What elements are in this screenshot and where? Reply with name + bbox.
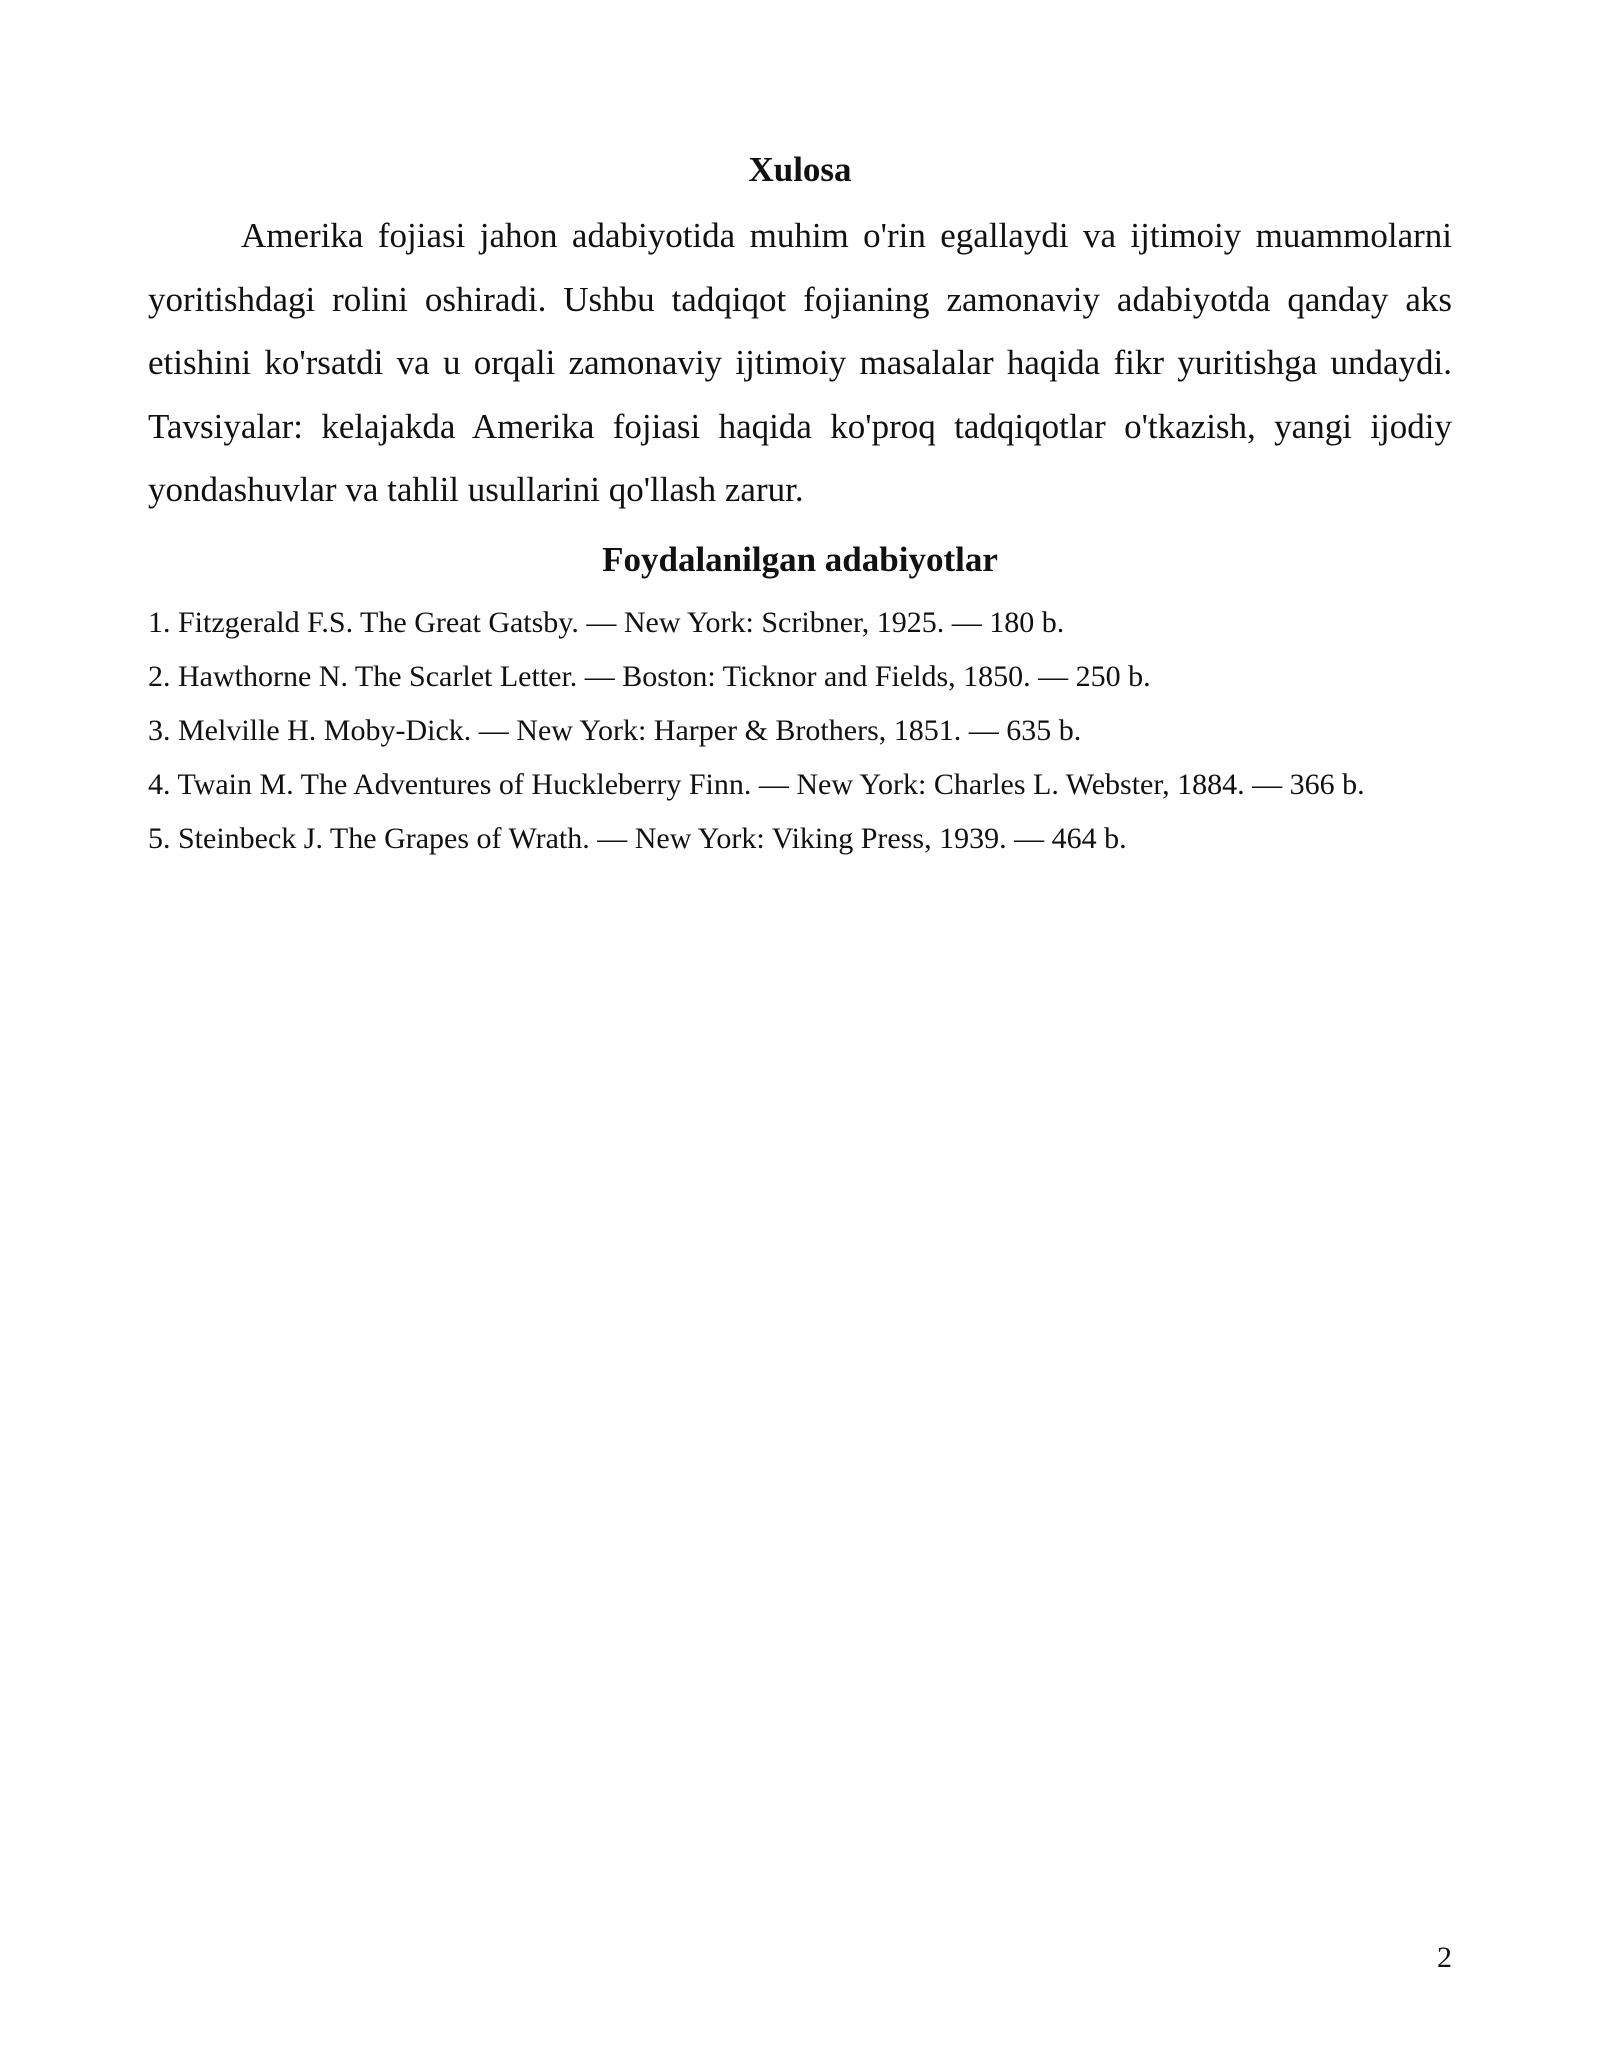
reference-item: 3. Melville H. Moby-Dick. — New York: Harper & Brothers, 1851. — 635 b. <box>148 713 1082 747</box>
reference-item: 5. Steinbeck J. The Grapes of Wrath. — New York: Viking Press, 1939. — 464 b. <box>148 821 1127 855</box>
conclusion-heading: Xulosa <box>748 150 852 189</box>
references-list <box>148 596 1452 866</box>
reference-item: 1. Fitzgerald F.S. The Great Gatsby. — New York: Scribner, 1925. — 180 b. <box>148 605 1065 639</box>
page-content <box>148 146 1452 866</box>
reference-item: 4. Twain M. The Adventures of Huckleberry Finn. — New York: Charles L. Webster, 1884. — 366 b. <box>148 767 1365 801</box>
page-number: 2 <box>1437 1941 1452 1974</box>
references-heading: Foydalanilgan adabiyotlar <box>602 539 998 579</box>
conclusion-paragraph: Amerika fojiasi jahon adabiyotida muhim o'rin egallaydi va ijtimoiy muammolarni yoritishdagi rolini oshiradi. Ushbu tadqiqot fojianing zamonaviy adabiyotda qanday aks etishini ko'rsatdi va u orqali zamonaviy ijtimoiy masalalar haqida fikr yuritishga undaydi. Tavsiyalar: kelajakda Amerika fojiasi haqida ko'proq tadqiqotlar o'tkazish, yangi ijodiy yondashuvlar va tahlil usullarini qo'llash zarur. <box>148 216 1452 509</box>
reference-item: 2. Hawthorne N. The Scarlet Letter. — Boston: Ticknor and Fields, 1850. — 250 b. <box>148 659 1151 693</box>
